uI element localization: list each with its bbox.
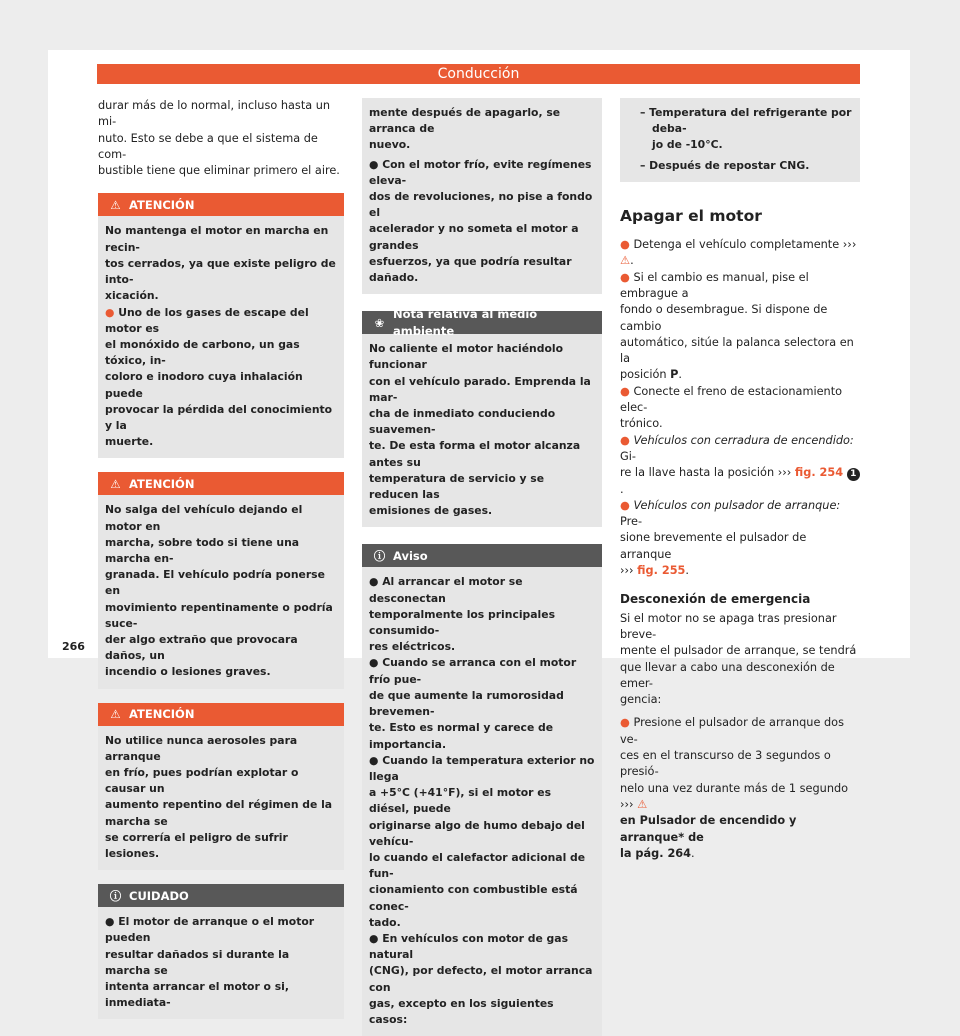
warning-triangle-icon: ⚠ (110, 197, 121, 212)
warning-body: No salga del vehículo dejando el motor en marcha, sobre todo si tiene una marcha en- granada. El vehículo podría ponerse en movimiento repentinamente o podría suce- der algo extraño que provocara daños, un incendio o lesiones graves. (98, 495, 344, 688)
section-title: Apagar el motor (620, 206, 762, 225)
warning-body: No mantenga el motor en marcha en recin- tos cerrados, ya que existe peligro de into- xicación. ● Uno de los gases de escape del motor es el monóxido de carbono, un gas tóxico, in- coloro e inodoro cuya inhalación puede provocar la pérdida del conocimiento y la muerte. (98, 216, 344, 458)
column-1 (98, 98, 344, 1019)
environment-note-box (362, 307, 602, 527)
column-2 (362, 98, 602, 1036)
page-number: 266 (62, 640, 85, 653)
subsection-paragraph: Si el motor no se apaga tras presionar breve- mente el pulsador de arranque, se tendrá que llevar a cabo una desconexión de emer- gencia: (620, 611, 857, 707)
warning-header: ⚠ ATENCIÓN (98, 703, 344, 726)
warning-header: ⚠ ATENCIÓN (98, 193, 344, 216)
notice-box (362, 544, 602, 1036)
flower-icon: ❀ (374, 315, 385, 330)
notice-header: ⓘ Aviso (362, 544, 602, 567)
environment-body: No caliente el motor haciéndolo funcionar con el vehículo parado. Emprenda la mar- cha de inmediato conduciendo suavemen- te. De esta forma el motor alcanza antes su temperatura de servicio y se reducen las emisiones de gases. (362, 334, 602, 527)
warning-triangle-icon: ⚠ (110, 706, 121, 721)
subsection-title: Desconexión de emergencia (620, 592, 811, 607)
caution-header: ⓘ CUIDADO (98, 884, 344, 907)
warning-triangle-icon: ⚠ (637, 797, 648, 811)
page-reference[interactable]: en Pulsador de encendido y arranque* de la pág. 264 (620, 814, 797, 860)
environment-header: ❀ Nota relativa al medio ambiente (362, 311, 602, 334)
info-square-icon: ⓘ (373, 548, 386, 563)
steps-list: ● Detenga el vehículo completamente ››› ⚠. ● Si el cambio es manual, pise el embrague a fondo o desembrague. Si dispone de cambio automático, sitúe la palanca selectora en la posición P. ● Conecte el freno de estacionamiento elec- trónico. ● Vehículos con cerradura de encendido: Gi- re la llave hasta la posición ››› fig. 254 1. ● Vehículos con pulsador de arranque: Pre- sione brevemente el pulsador de arranque ››› fig. 255. (620, 237, 860, 579)
caution-circle-icon: ⓘ (109, 888, 122, 903)
column-3: – Temperatura del refrigerante por deba- jo de -10°C. – Después de repostar CNG. Apagar el motor ● Detenga el vehículo completamente ››› ⚠. ● Si el cambio es manual, pise el embrague a fondo o desembrague. Si dispone de cambio automático, sitúe la palanca selectora en la posición P. ● Conecte el freno de estacionamiento elec- trónico. ● Vehículos con cerradura de encendido: Gi- re la llave hasta la posición ››› fig. 254 1. ● Vehículos con pulsador de arranque: Pre- sione brevemente el pulsador de arranque ››› fig. 255. Desconexión de emergencia Si el motor no se apaga tras presionar breve- mente el pulsador de arranque, se tendrá que llevar a cabo una desconexión de emer- gencia: ● Presione el pulsador de arranque dos ve- ces en el transcurso de 3 segundos o presió- nelo una vez durante más de 1 segundo ››› ⚠ en Pulsador de encendido y arranque* de la pág. 264. (620, 98, 860, 862)
notice-body: ● Al arrancar el motor se desconectan temporalmente los principales consumido- res eléctricos. ● Cuando se arranca con el motor frío pue- de que aumente la rumorosidad brevemen- te. Esto es normal y carece de importancia. ● Cuando la temperatura exterior no llega a +5°C (+41°F), si el motor es diésel, puede originarse algo de humo debajo del vehícu- lo cuando el calefactor adicional de fun- cionamiento con combustible está conec- tado. ● En vehículos con motor de gas natural (CNG), por defecto, el motor arranca con gas, excepto en los siguientes casos: (362, 567, 602, 1036)
callout-number: 1 (847, 468, 860, 481)
section-header: Conducción (97, 64, 860, 84)
caution-box (98, 884, 344, 1019)
warning-header: ⚠ ATENCIÓN (98, 472, 344, 495)
warning-body: No utilice nunca aerosoles para arranque en frío, pues podrían explotar o causar un aumento repentino del régimen de la marcha se se correría el peligro de sufrir lesiones. (98, 726, 344, 871)
warning-box-3 (98, 703, 344, 871)
notice-continued-body: – Temperatura del refrigerante por deba- jo de -10°C. – Después de repostar CNG. (620, 98, 860, 182)
warning-triangle-icon: ⚠ (620, 254, 631, 268)
figure-link[interactable]: fig. 255 (637, 564, 686, 578)
bullet: ● (105, 305, 119, 319)
figure-link[interactable]: fig. 254 (794, 466, 844, 480)
warning-triangle-icon: ⚠ (110, 476, 121, 491)
caution-continued-body: mente después de apagarlo, se arranca de nuevo. ● Con el motor frío, evite regímenes eleva- dos de revoluciones, no pise a fondo el acelerador y no someta el motor a grandes esfuerzos, ya que podría resultar dañado. (362, 98, 602, 294)
warning-box-2 (98, 472, 344, 688)
intro-paragraph: durar más de lo normal, incluso hasta un mi- nuto. Esto se debe a que el sistema de com- bustible tiene que eliminar primero el aire. (98, 99, 340, 178)
caution-body: ● El motor de arranque o el motor pueden resultar dañados si durante la marcha se intenta arrancar el motor o si, inmediata- (98, 907, 344, 1019)
warning-box-1 (98, 193, 344, 458)
